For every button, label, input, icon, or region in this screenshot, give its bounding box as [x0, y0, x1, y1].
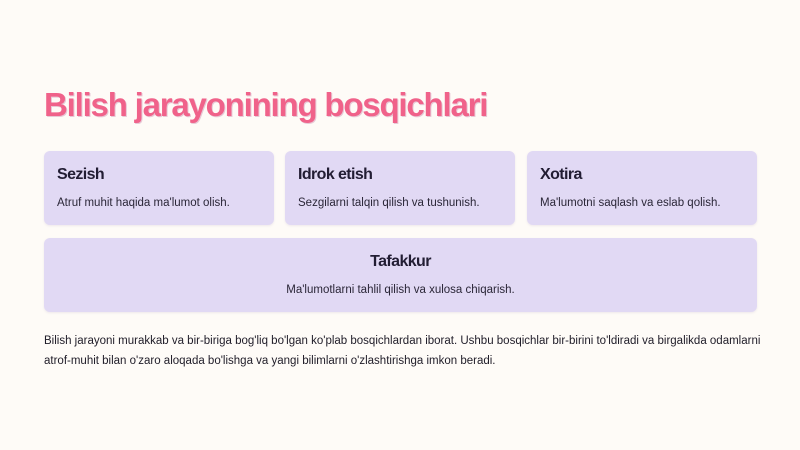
stage-card-xotira	[527, 151, 757, 225]
summary-paragraph: Bilish jarayoni murakkab va bir-biriga bog'liq bo'lgan ko'plab bosqichlardan iborat. Ushbu bosqichlar bir-birini to'ldiradi va birgalikda odamlarni atrof-muhit bilan o'zaro aloqada bo'lishga va yangi bilimlarni o'zlashtirishga imkon beradi.	[44, 335, 761, 367]
stage-card-idrok-etish	[285, 151, 515, 225]
stage-card-tafakkur	[44, 238, 757, 312]
stage-card-description: Ma'lumotlarni tahlil qilish va xulosa chiqarish.	[286, 284, 515, 296]
stage-card-description: Sezgilarni talqin qilish va tushunish.	[298, 197, 480, 209]
stage-card-title: Xotira	[540, 166, 582, 183]
stage-card-description: Ma'lumotni saqlash va eslab qolish.	[540, 197, 721, 209]
slide-title: Bilish jarayonining bosqichlari	[44, 86, 488, 123]
stage-card-description: Atruf muhit haqida ma'lumot olish.	[57, 197, 230, 209]
stage-card-title: Idrok etish	[298, 166, 373, 183]
stage-card-sezish	[44, 151, 274, 225]
stage-card-title: Sezish	[57, 166, 105, 183]
stage-card-title: Tafakkur	[370, 253, 431, 270]
